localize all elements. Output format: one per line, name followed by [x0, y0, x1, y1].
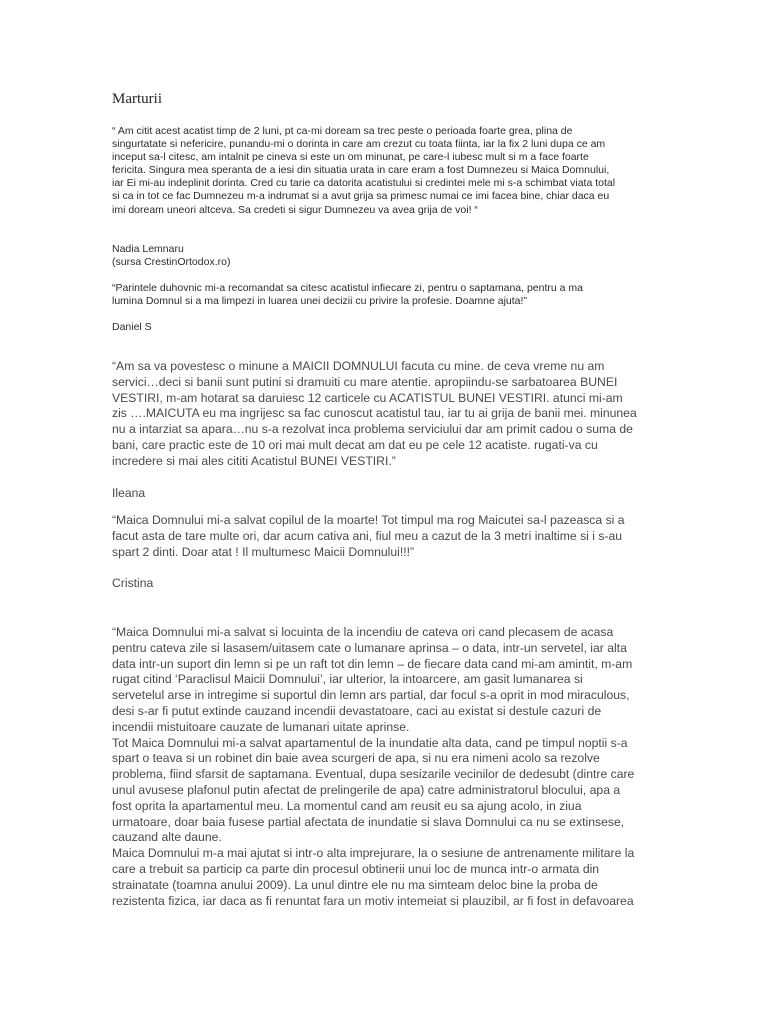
testimony-2-signature: Daniel S — [112, 321, 152, 333]
testimony-2-text: “Parintele duhovnic mi-a recomandat sa citesc acatistul infiecare zi, pentru o saptamana, pentru a ma lumina Domnul si a ma limpezi in luarea unei decizii cu privire la profesie. Doamne ajuta!” — [112, 282, 583, 308]
testimony-3-signature: Ileana — [112, 486, 146, 500]
testimony-4-text: “Maica Domnului mi-a salvat copilul de la moarte! Tot timpul ma rog Maicutei sa-l pazeasca si a facut asta de tare multe ori, dar acum cativa ani, fiul meu a cazut de la 3 metri inaltime si i s-au spart 2 dinti. Doar atat ! Il multumesc Maicii Domnului!!!” — [112, 513, 625, 559]
testimony-1-signature: Nadia Lemnaru (sursa CrestinOrtodox.ro) — [112, 243, 231, 269]
testimony-1-text: “ Am citit acest acatist timp de 2 luni, pt ca-mi doream sa trec peste o perioada foarte grea, plina de singurtatate si nefericire, punandu-mi o dorinta in care am crezut cu toata fiinta, iar la fix 2 luni dupa ce am inceput sa-l citesc, am intalnit pe cineva si este un om minunat, pe care-l iubesc mult si m a face foarte fericita. Singura mea speranta de a iesi din situatia urata in care eram a fost Dumnezeu si Maica Domnului, iar Ei mi-au indeplinit dorinta. Cred cu tarie ca datorita acatistului si credintei mele mi s-a schimbat viata total si ca in tot ce fac Dumnezeu m-a indrumat si a avut grija sa primesc numai ce imi facea bine, chiar daca eu imi doream uneori altceva. Sa credeti si sigur Dumnezeu va avea grija de voi! “ — [112, 125, 616, 216]
document-title: Marturii — [112, 91, 162, 107]
testimony-3-text: “Am sa va povestesc o minune a MAICII DOMNULUI facuta cu mine. de ceva vreme nu am servici…deci si banii sunt putini si dramuiti cu mare atentie. apropiindu-se sarbatoarea BUNEI VESTIRI, m-am hotarat sa daruiesc 12 carticele cu ACATISTUL BUNEI VESTIRI. atunci mi-am zis ….MAICUTA eu ma ingrijesc sa fac cunoscut acatistul tau, iar tu ai grija de banii mei. minunea nu a intarziat sa apara…nu s-a rezolvat inca problema serviciului dar am primit cadou o suma de bani, care practic este de 10 ori mai mult decat am dat eu pe cele 12 acatiste. rugati-va cu incredere si mai ales cititi Acatistul BUNEI VESTIRI.” — [112, 359, 637, 468]
testimony-4-signature: Cristina — [112, 576, 154, 590]
testimony-5-text: “Maica Domnului mi-a salvat si locuinta de la incendiu de cateva ori cand plecasem de acasa pentru cateva zile si lasasem/uitasem cate o lumanare aprinsa – o data, intr-un servetel, iar alta data intr-un suport din lemn si pe un raft tot din lemn – de fiecare data cand mi-am amintit, m-am rugat citind ‘Paraclisul Maicii Domnului’, iar ulterior, la intoarcere, am gasit lumanarea si servetelul arse in intregime si suportul din lemn ars partial, dar focul s-a oprit in mod miraculous, desi s-ar fi putut extinde cauzand incendii devastatoare, caci au existat si destule cazuri de incendii mistuitoare cauzate de lumanari uitate aprinse. Tot Maica Domnului mi-a salvat apartamentul de la inundatie alta data, cand pe timpul noptii s-a spart o teava si un robinet din baie avea scurgeri de apa, si nu era nimeni acolo sa rezolve problema, fiind sfarsit de saptamana. Eventual, dupa sesizarile vecinilor de dedesubt (dintre care unul avusese plafonul putin afectat de prelingerile de apa) catre administratorul blocului, apa a fost oprita la apartamentul meu. La momentul cand am reusit eu sa ajung acolo, in ziua urmatoare, doar baia fusese partial afectata de inundatie si slava Domnului ca nu se extinsese, cauzand alte daune. Maica Domnului m-a mai ajutat si intr-o alta imprejurare, la o sesiune de antrenamente militare la care a trebuit sa particip ca parte din procesul obtinerii unui loc de munca intr-o armata din strainatate (toamna anului 2009). La unul dintre ele nu ma simteam deloc bine la proba de rezistenta fizica, iar daca as fi renuntat fara un motiv intemeiat si plauzibil, ar fi fost in defavoarea — [112, 625, 635, 908]
